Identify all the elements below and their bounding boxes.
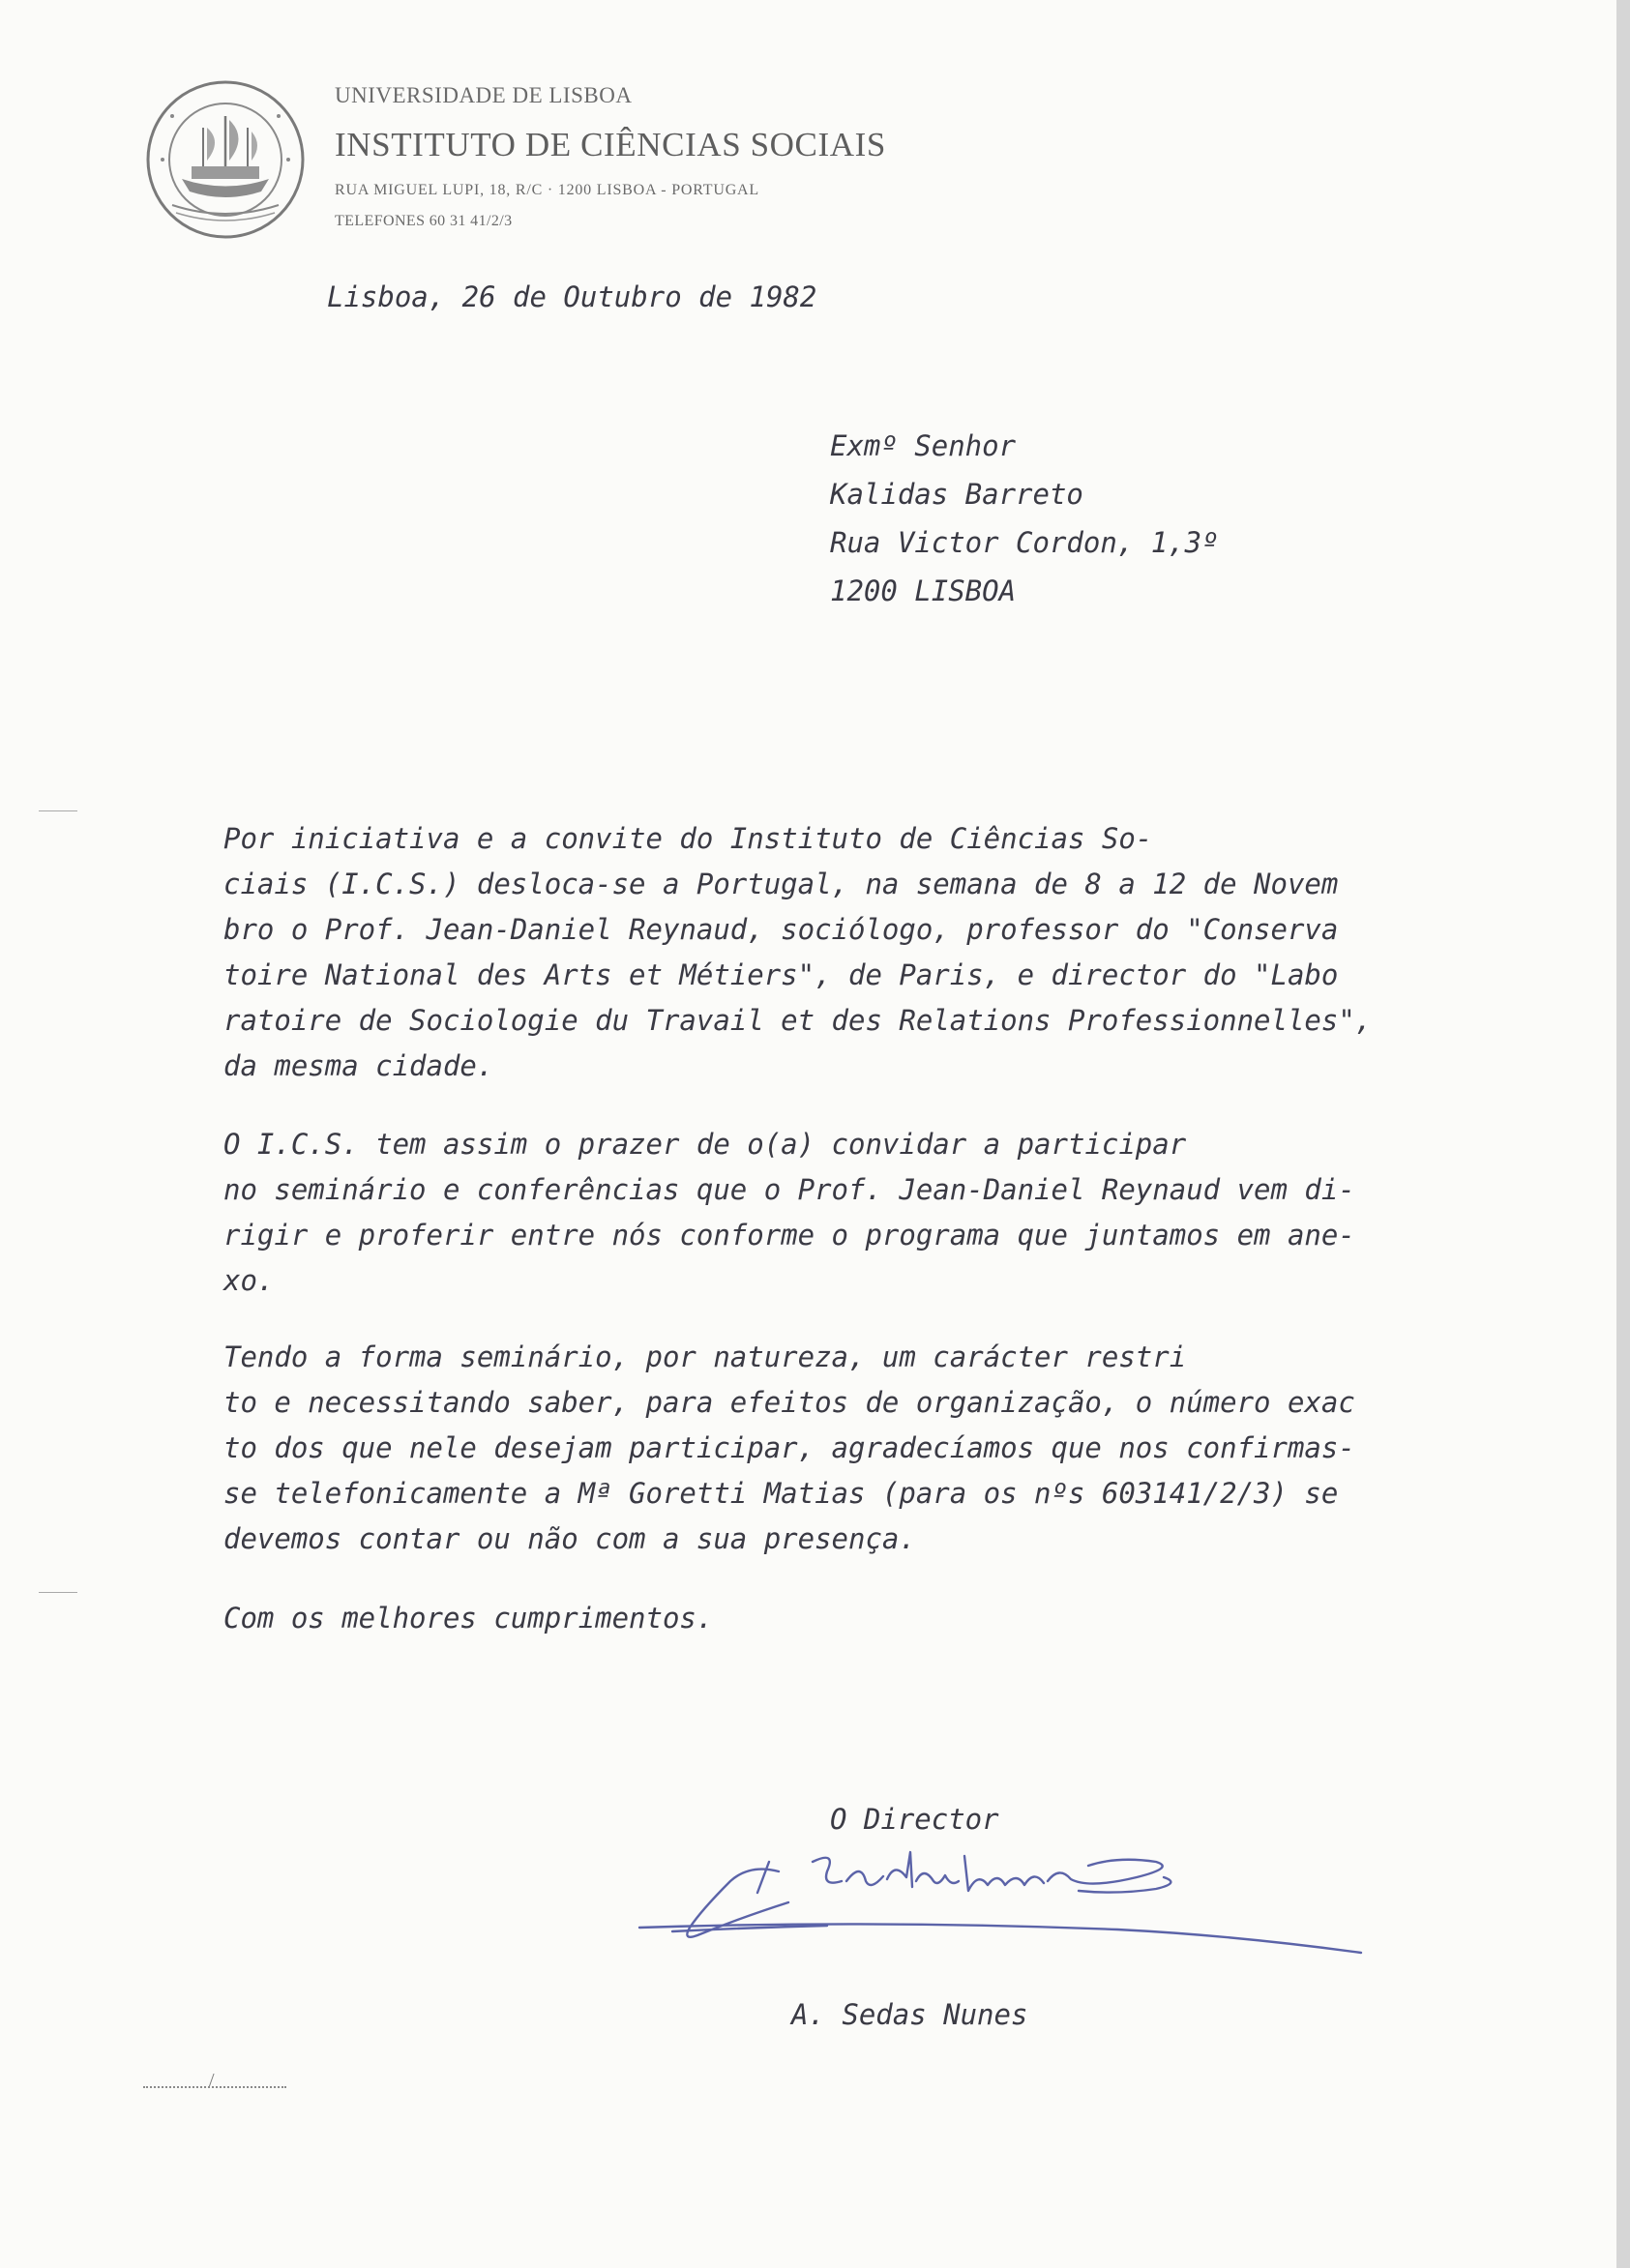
margin-mark (39, 810, 77, 811)
recipient-city: 1200 LISBOA (830, 574, 1017, 607)
handwritten-signature (634, 1833, 1369, 1968)
body-line: se telefonicamente a Mª Goretti Matias (para os nºs 603141/2/3) se (223, 1477, 1339, 1510)
body-line: to dos que nele desejam participar, agradecíamos que nos confirmas- (223, 1431, 1355, 1464)
body-line: Tendo a forma seminário, por natureza, um carácter restri (223, 1340, 1187, 1373)
letter-date: Lisboa, 26 de Outubro de 1982 (327, 280, 817, 313)
body-line: O I.C.S. tem assim o prazer de o(a) convidar a participar (223, 1128, 1187, 1161)
closing-line: Com os melhores cumprimentos. (223, 1602, 714, 1635)
letterhead-phones: TELEFONES 60 31 41/2/3 (335, 213, 513, 229)
signoff-title: O Director (830, 1803, 999, 1836)
body-line: to e necessitando saber, para efeitos de organização, o número exac (223, 1386, 1355, 1419)
body-line: bro o Prof. Jean-Daniel Reynaud, sociólogo, professor do "Conserva (223, 913, 1339, 946)
body-line: devemos contar ou não com a sua presença. (223, 1522, 916, 1555)
body-line: xo. (223, 1264, 275, 1297)
fold-mark (143, 2086, 286, 2088)
letterhead-institute: INSTITUTO DE CIÊNCIAS SOCIAIS (335, 126, 886, 163)
recipient-name: Kalidas Barreto (830, 478, 1083, 511)
margin-mark (39, 1592, 77, 1593)
scan-edge (1616, 0, 1630, 2268)
body-line: ciais (I.C.S.) desloca-se a Portugal, na semana de 8 a 12 de Novem (223, 868, 1339, 900)
body-line: toire National des Arts et Métiers", de Paris, e director do "Labo (223, 958, 1339, 991)
body-line: da mesma cidade. (223, 1049, 494, 1082)
signatory-name: A. Sedas Nunes (791, 1998, 1028, 2031)
body-line: Por iniciativa e a convite do Instituto de Ciências So- (223, 822, 1153, 855)
letterhead-address: RUA MIGUEL LUPI, 18, R/C · 1200 LISBOA - PORTUGAL (335, 182, 759, 198)
body-line: no seminário e conferências que o Prof. Jean-Daniel Reynaud vem di- (223, 1173, 1355, 1206)
fold-mark-slash: / (209, 2070, 215, 2091)
letterhead-university: UNIVERSIDADE DE LISBOA (335, 83, 633, 107)
body-line: ratoire de Sociologie du Travail et des Relations Professionnelles", (223, 1004, 1373, 1037)
recipient-salutation: Exmº Senhor (830, 429, 1017, 462)
university-seal-icon (143, 77, 308, 242)
recipient-street: Rua Victor Cordon, 1,3º (830, 526, 1219, 559)
body-line: rigir e proferir entre nós conforme o programa que juntamos em ane- (223, 1219, 1355, 1252)
